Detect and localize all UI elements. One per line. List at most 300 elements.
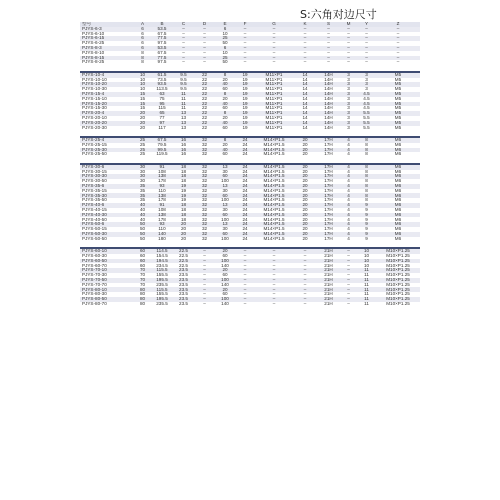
value-cell: 8 (357, 148, 376, 153)
value-cell: 32 (194, 143, 215, 148)
value-cell: 24 (235, 222, 255, 227)
header-cell: S (317, 22, 340, 27)
value-cell: – (293, 51, 317, 56)
value-cell: M11×P1 (255, 126, 293, 131)
value-cell: M14×P1.5 (255, 198, 293, 203)
value-cell: M5 (376, 106, 420, 111)
model-cell: PJYS-30-30 (80, 174, 134, 179)
value-cell: 20 (293, 222, 317, 227)
value-cell: 30 (215, 189, 235, 194)
value-cell: 235.5 (151, 283, 173, 288)
value-cell: 20 (215, 116, 235, 121)
value-cell: 138 (151, 193, 173, 198)
value-cell: 8 (357, 174, 376, 179)
value-cell: 22.5 (173, 249, 194, 254)
value-cell: 93.5 (151, 82, 173, 87)
value-cell: 14 (293, 82, 317, 87)
value-cell: 20 (293, 143, 317, 148)
value-cell: 19 (173, 189, 194, 194)
model-cell: PJYS-8-25 (80, 60, 134, 65)
model-cell: PJYS-70-70 (80, 283, 134, 288)
value-cell: M14×P1.5 (255, 152, 293, 157)
value-cell: 50 (215, 41, 235, 46)
value-cell: 4 (340, 174, 357, 179)
value-cell: 20 (293, 174, 317, 179)
value-cell: 19 (173, 193, 194, 198)
value-cell: 10 (357, 259, 376, 264)
value-cell: 20 (215, 78, 235, 83)
value-cell: – (340, 254, 357, 259)
value-cell: 32 (194, 213, 215, 218)
value-cell: 19 (235, 78, 255, 83)
value-cell: 17H (317, 232, 340, 237)
value-cell: 23.5 (173, 283, 194, 288)
value-cell: – (293, 27, 317, 32)
model-cell: PJYS-50-15 (80, 227, 134, 232)
model-cell: PJYS-15-20 (80, 102, 134, 107)
value-cell: 6 (215, 46, 235, 51)
value-cell: 3 (357, 73, 376, 78)
value-cell: 60 (215, 174, 235, 179)
value-cell: 40 (134, 208, 151, 213)
value-cell: 24 (235, 165, 255, 170)
value-cell: 16 (173, 152, 194, 157)
value-cell: 99.5 (151, 148, 173, 153)
value-cell: 6 (134, 46, 151, 51)
value-cell: 97 (151, 121, 173, 126)
value-cell: – (194, 60, 215, 65)
value-cell: 4 (340, 138, 357, 143)
value-cell: 10 (357, 263, 376, 268)
value-cell: 17H (317, 170, 340, 175)
value-cell: 11 (357, 302, 376, 307)
model-cell: PJYS-35-6 (80, 184, 134, 189)
value-cell: 22 (194, 111, 215, 116)
value-cell: 4 (340, 203, 357, 208)
value-cell: – (255, 292, 293, 297)
value-cell: 25 (134, 138, 151, 143)
value-cell: 100 (215, 198, 235, 203)
value-cell: 9.5 (173, 82, 194, 87)
model-cell: PJYS-6-15 (80, 36, 134, 41)
model-cell: PJYS-10-30 (80, 87, 134, 92)
value-cell: 35 (134, 189, 151, 194)
value-cell: M5 (376, 92, 420, 97)
value-cell: 16 (173, 138, 194, 143)
spec-table-body (80, 27, 420, 307)
value-cell: 14H (317, 87, 340, 92)
value-cell: 8 (215, 73, 235, 78)
value-cell: 22 (194, 126, 215, 131)
value-cell: M14×P1.5 (255, 170, 293, 175)
value-cell: 93 (151, 184, 173, 189)
model-cell: PJYS-60-10 (80, 249, 134, 254)
value-cell: 9 (357, 213, 376, 218)
value-cell: 25 (215, 36, 235, 41)
value-cell: 40 (215, 102, 235, 107)
value-cell: M11×P1 (255, 82, 293, 87)
value-cell: 20 (293, 208, 317, 213)
value-cell: 115.5 (151, 268, 173, 273)
value-cell: M10×P1.25 (376, 283, 420, 288)
value-cell: 14 (293, 106, 317, 111)
value-cell: 14 (293, 111, 317, 116)
value-cell: 11 (357, 297, 376, 302)
value-cell: 13 (173, 111, 194, 116)
value-cell: M10×P1.25 (376, 263, 420, 268)
value-cell: – (293, 32, 317, 37)
value-cell: 18 (173, 165, 194, 170)
value-cell: 80 (134, 297, 151, 302)
value-cell: – (255, 41, 293, 46)
value-cell: 8 (357, 189, 376, 194)
model-cell: PJYS-8-15 (80, 56, 134, 61)
value-cell: M6 (376, 179, 420, 184)
value-cell: 4.5 (357, 97, 376, 102)
value-cell: M14×P1.5 (255, 217, 293, 222)
value-cell: 20 (215, 249, 235, 254)
value-cell: M6 (376, 170, 420, 175)
value-cell: – (235, 41, 255, 46)
value-cell: 4 (340, 165, 357, 170)
value-cell: M14×P1.5 (255, 222, 293, 227)
value-cell: 70 (134, 283, 151, 288)
value-cell: – (340, 32, 357, 37)
value-cell: 9 (357, 237, 376, 242)
value-cell: 30 (134, 179, 151, 184)
value-cell: 97.5 (151, 60, 173, 65)
model-cell: PJYS-25-4 (80, 138, 134, 143)
value-cell: 32 (194, 138, 215, 143)
value-cell: – (255, 263, 293, 268)
value-cell: 22.5 (173, 254, 194, 259)
value-cell: 18 (173, 217, 194, 222)
value-cell: 53.5 (151, 27, 173, 32)
value-cell: 24 (235, 193, 255, 198)
value-cell: 23.5 (173, 292, 194, 297)
value-cell: 19 (235, 111, 255, 116)
value-cell: 17H (317, 208, 340, 213)
model-cell: PJYS-15-30 (80, 106, 134, 111)
value-cell: 14H (317, 82, 340, 87)
model-cell: PJYS-40-30 (80, 213, 134, 218)
value-cell: 67.5 (151, 51, 173, 56)
value-cell: 20 (293, 179, 317, 184)
value-cell: – (255, 283, 293, 288)
value-cell: – (376, 51, 420, 56)
value-cell: – (357, 60, 376, 65)
value-cell: 21H (317, 259, 340, 264)
spec-table-container (80, 22, 420, 307)
value-cell: 14 (293, 126, 317, 131)
value-cell: 24 (235, 217, 255, 222)
value-cell: M6 (376, 184, 420, 189)
value-cell: 11 (357, 278, 376, 283)
value-cell: 14H (317, 111, 340, 116)
value-cell: – (376, 27, 420, 32)
value-cell: 10 (134, 73, 151, 78)
value-cell: 32 (194, 222, 215, 227)
value-cell: 8 (357, 143, 376, 148)
value-cell: 24 (235, 170, 255, 175)
value-cell: 155.5 (151, 273, 173, 278)
value-cell: 11 (357, 273, 376, 278)
value-cell: 100 (215, 179, 235, 184)
value-cell: – (235, 302, 255, 307)
value-cell: 9.5 (173, 87, 194, 92)
value-cell: – (194, 292, 215, 297)
value-cell: M14×P1.5 (255, 179, 293, 184)
value-cell: 60 (215, 273, 235, 278)
value-cell: 13 (173, 116, 194, 121)
value-cell: – (293, 60, 317, 65)
model-cell: PJYS-80-50 (80, 297, 134, 302)
model-cell: PJYS-20-20 (80, 121, 134, 126)
value-cell: 30 (215, 227, 235, 232)
value-cell: 17H (317, 193, 340, 198)
value-cell: M11×P1 (255, 78, 293, 83)
value-cell: 60 (134, 249, 151, 254)
value-cell: M6 (376, 217, 420, 222)
value-cell: – (340, 56, 357, 61)
value-cell: – (235, 46, 255, 51)
value-cell: – (194, 46, 215, 51)
value-cell: 140 (215, 283, 235, 288)
value-cell: – (340, 60, 357, 65)
value-cell: 20 (293, 193, 317, 198)
value-cell: 22 (194, 78, 215, 83)
value-cell: 24 (235, 179, 255, 184)
value-cell: – (293, 268, 317, 273)
value-cell: M6 (376, 232, 420, 237)
value-cell: 50 (134, 227, 151, 232)
value-cell: 180 (151, 237, 173, 242)
value-cell: 140 (215, 302, 235, 307)
value-cell: 138 (151, 213, 173, 218)
value-cell: 22 (194, 92, 215, 97)
value-cell: 21H (317, 273, 340, 278)
value-cell: 22 (194, 82, 215, 87)
value-cell: 155.5 (151, 292, 173, 297)
value-cell: 23.5 (173, 273, 194, 278)
value-cell: 17H (317, 184, 340, 189)
value-cell: 24 (235, 203, 255, 208)
value-cell: 8 (357, 179, 376, 184)
value-cell: 19 (235, 82, 255, 87)
value-cell: – (340, 283, 357, 288)
value-cell: 21H (317, 297, 340, 302)
value-cell: 24 (235, 189, 255, 194)
value-cell: 3 (340, 116, 357, 121)
value-cell: – (194, 278, 215, 283)
header-cell: 型号 (80, 22, 134, 27)
value-cell: 108 (151, 170, 173, 175)
value-cell: 3 (357, 78, 376, 83)
value-cell: – (340, 36, 357, 41)
value-cell: M14×P1.5 (255, 232, 293, 237)
value-cell: 22 (194, 116, 215, 121)
value-cell: 24 (235, 198, 255, 203)
value-cell: – (255, 56, 293, 61)
value-cell: 20 (293, 165, 317, 170)
value-cell: 63 (151, 92, 173, 97)
value-cell: 32 (194, 184, 215, 189)
value-cell: 80 (134, 292, 151, 297)
value-cell: 20 (173, 237, 194, 242)
value-cell: 17H (317, 222, 340, 227)
value-cell: 3 (340, 102, 357, 107)
value-cell: 18 (173, 170, 194, 175)
value-cell: M14×P1.5 (255, 208, 293, 213)
value-cell: 50 (134, 222, 151, 227)
value-cell: M6 (376, 189, 420, 194)
value-cell: – (255, 254, 293, 259)
value-cell: 19 (235, 97, 255, 102)
value-cell: 40 (134, 217, 151, 222)
model-cell: PJYS-60-50 (80, 259, 134, 264)
value-cell: – (293, 46, 317, 51)
value-cell: 23.5 (173, 302, 194, 307)
value-cell: – (194, 41, 215, 46)
model-cell: PJYS-8-10 (80, 51, 134, 56)
value-cell: 17H (317, 174, 340, 179)
value-cell: 20 (293, 227, 317, 232)
value-cell: 32 (194, 179, 215, 184)
header-cell: A (134, 22, 151, 27)
value-cell: 25 (134, 152, 151, 157)
value-cell: – (235, 249, 255, 254)
value-cell: 32 (194, 237, 215, 242)
value-cell: 73.5 (151, 78, 173, 83)
value-cell: 20 (215, 143, 235, 148)
value-cell: – (194, 263, 215, 268)
value-cell: – (317, 41, 340, 46)
value-cell: 14H (317, 97, 340, 102)
value-cell: 100 (215, 259, 235, 264)
value-cell: 8 (215, 111, 235, 116)
value-cell: 8 (215, 92, 235, 97)
value-cell: 24 (235, 152, 255, 157)
value-cell: – (173, 27, 194, 32)
value-cell: – (317, 60, 340, 65)
value-cell: 17H (317, 203, 340, 208)
value-cell: M6 (376, 237, 420, 242)
value-cell: 25 (134, 148, 151, 153)
hex-size-note: S:六角对边尺寸 (300, 8, 377, 21)
value-cell: 3 (340, 121, 357, 126)
value-cell: 24 (235, 143, 255, 148)
value-cell: 4 (340, 198, 357, 203)
value-cell: – (340, 51, 357, 56)
value-cell: 18 (173, 208, 194, 213)
value-cell: 19 (235, 116, 255, 121)
value-cell: 60 (215, 87, 235, 92)
value-cell: 8 (357, 198, 376, 203)
value-cell: 8 (134, 51, 151, 56)
value-cell: M11×P1 (255, 97, 293, 102)
value-cell: 25 (215, 56, 235, 61)
value-cell: 110 (151, 189, 173, 194)
value-cell: 22 (194, 97, 215, 102)
value-cell: 20 (293, 189, 317, 194)
value-cell: 91 (151, 165, 173, 170)
value-cell: 40 (215, 82, 235, 87)
value-cell: – (235, 51, 255, 56)
value-cell: M5 (376, 121, 420, 126)
model-cell: PJYS-50-50 (80, 237, 134, 242)
value-cell: – (293, 249, 317, 254)
value-cell: 17H (317, 189, 340, 194)
value-cell: 4 (340, 217, 357, 222)
value-cell: 9.5 (173, 78, 194, 83)
model-cell: PJYS-80-10 (80, 287, 134, 292)
value-cell: 60 (215, 292, 235, 297)
value-cell: M5 (376, 97, 420, 102)
value-cell: 13 (173, 126, 194, 131)
value-cell: 19 (235, 102, 255, 107)
value-cell: 77.5 (151, 56, 173, 61)
value-cell: 32 (194, 174, 215, 179)
model-cell: PJYS-20-4 (80, 111, 134, 116)
value-cell: 13 (215, 165, 235, 170)
value-cell: 60 (215, 126, 235, 131)
value-cell: 11 (173, 97, 194, 102)
value-cell: 22.5 (173, 263, 194, 268)
value-cell: 70 (134, 268, 151, 273)
value-cell: M14×P1.5 (255, 203, 293, 208)
value-cell: 195.5 (151, 297, 173, 302)
value-cell: 6 (134, 41, 151, 46)
value-cell: – (376, 41, 420, 46)
value-cell: 19 (235, 73, 255, 78)
value-cell: 20 (134, 121, 151, 126)
value-cell: 32 (194, 152, 215, 157)
value-cell: 16 (173, 143, 194, 148)
value-cell: – (317, 27, 340, 32)
value-cell: 18 (173, 213, 194, 218)
value-cell: 115 (151, 106, 173, 111)
header-cell: K (293, 22, 317, 27)
value-cell: M6 (376, 198, 420, 203)
value-cell: 14 (293, 121, 317, 126)
value-cell: – (376, 60, 420, 65)
value-cell: M6 (376, 143, 420, 148)
value-cell: – (194, 297, 215, 302)
value-cell: 67.5 (151, 32, 173, 37)
value-cell: 15 (134, 92, 151, 97)
value-cell: 4.5 (357, 106, 376, 111)
value-cell: 10 (357, 254, 376, 259)
value-cell: M5 (376, 111, 420, 116)
value-cell: 24 (235, 237, 255, 242)
value-cell: 17H (317, 143, 340, 148)
value-cell: 4 (340, 227, 357, 232)
value-cell: 21H (317, 263, 340, 268)
value-cell: 32 (194, 170, 215, 175)
value-cell: 21H (317, 254, 340, 259)
value-cell: 21H (317, 249, 340, 254)
value-cell: 35 (134, 198, 151, 203)
value-cell: 14H (317, 106, 340, 111)
value-cell: 20 (215, 97, 235, 102)
value-cell: 3 (357, 87, 376, 92)
value-cell: 100 (215, 217, 235, 222)
value-cell: 24 (235, 227, 255, 232)
value-cell: 11 (173, 106, 194, 111)
value-cell: – (194, 268, 215, 273)
model-cell: PJYS-6-25 (80, 41, 134, 46)
value-cell: 4.5 (357, 92, 376, 97)
